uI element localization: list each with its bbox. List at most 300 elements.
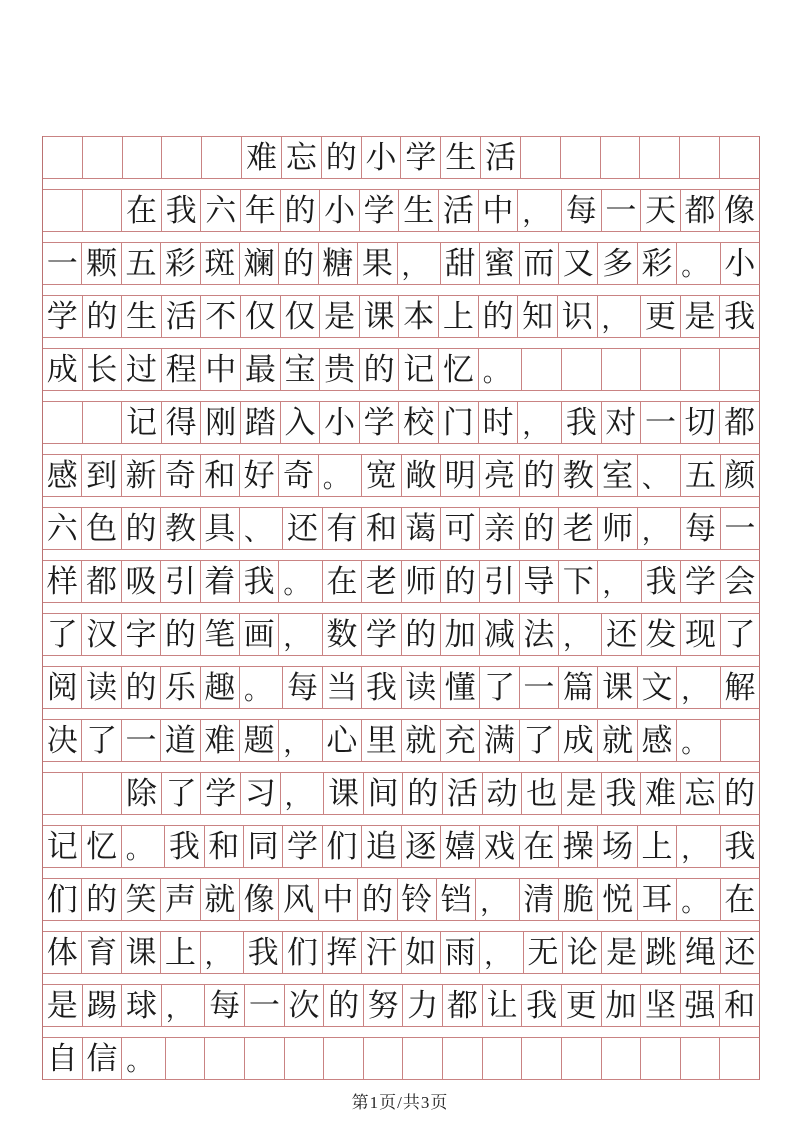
grid-cell: 一 — [520, 666, 559, 709]
grid-row — [42, 560, 760, 603]
grid-cell — [561, 136, 601, 179]
grid-cell: 都 — [720, 401, 760, 444]
grid-cell: 忆 — [82, 825, 121, 868]
grid-row — [42, 136, 760, 179]
grid-cell: 中 — [479, 189, 519, 232]
grid-cell: 的 — [122, 666, 161, 709]
grid-cell: 着 — [201, 560, 240, 603]
grid-cell: 和 — [720, 984, 760, 1027]
grid-cell: 知 — [518, 295, 558, 338]
grid-cell: 课 — [324, 772, 364, 815]
grid-cell: 。 — [122, 1037, 166, 1080]
grid-cell: 们 — [283, 931, 322, 974]
grid-cell: 铃 — [398, 878, 437, 921]
grid-cell — [562, 1037, 602, 1080]
grid-cell: 解 — [721, 666, 760, 709]
row-spacer — [42, 868, 760, 878]
grid-cell: 记 — [122, 401, 162, 444]
grid-cell: 都 — [82, 560, 121, 603]
grid-cell: 乐 — [161, 666, 200, 709]
grid-cell — [43, 189, 83, 232]
grid-cell: 我 — [165, 825, 204, 868]
row-spacer — [42, 709, 760, 719]
grid-cell: 体 — [43, 931, 82, 974]
grid-cell: 无 — [524, 931, 563, 974]
grid-cell: 都 — [443, 984, 483, 1027]
grid-cell: 论 — [563, 931, 602, 974]
grid-cell: 每 — [681, 507, 720, 550]
grid-row — [42, 507, 760, 550]
grid-cell: 彩 — [638, 242, 677, 285]
grid-cell: 次 — [285, 984, 325, 1027]
grid-cell: 课 — [122, 931, 161, 974]
grid-cell — [721, 719, 760, 762]
grid-cell: 数 — [323, 613, 362, 656]
grid-cell: 更 — [641, 295, 681, 338]
grid-cell — [641, 1037, 681, 1080]
grid-cell: 蔼 — [402, 507, 441, 550]
grid-cell: 决 — [43, 719, 82, 762]
grid-cell: 和 — [362, 507, 401, 550]
grid-cell: 六 — [43, 507, 82, 550]
row-spacer — [42, 815, 760, 825]
grid-cell: 可 — [441, 507, 480, 550]
grid-cell: 生 — [441, 136, 481, 179]
grid-cell: 的 — [720, 772, 760, 815]
grid-cell: 还 — [721, 931, 760, 974]
grid-cell: 的 — [358, 878, 397, 921]
grid-cell: 门 — [439, 401, 479, 444]
grid-cell: 每 — [562, 189, 602, 232]
grid-cell: 踏 — [241, 401, 281, 444]
grid-cell: 识 — [558, 295, 598, 338]
grid-cell: 我 — [244, 931, 283, 974]
grid-cell: 六 — [201, 189, 241, 232]
grid-cell: 悦 — [598, 878, 637, 921]
grid-cell: 加 — [602, 984, 642, 1027]
grid-cell: 活 — [481, 136, 521, 179]
grid-cell: 逐 — [402, 825, 441, 868]
grid-cell: 跳 — [642, 931, 681, 974]
grid-cell: 到 — [82, 454, 121, 497]
grid-cell: 新 — [122, 454, 161, 497]
grid-cell: 不 — [201, 295, 241, 338]
grid-cell: 我 — [562, 401, 602, 444]
grid-cell — [324, 1037, 364, 1080]
grid-cell: ， — [677, 666, 720, 709]
grid-cell: 法 — [520, 613, 559, 656]
grid-cell: 了 — [82, 719, 121, 762]
grid-cell — [680, 136, 720, 179]
grid-cell: 成 — [43, 348, 83, 391]
grid-cell: ， — [476, 878, 519, 921]
grid-cell: 切 — [681, 401, 721, 444]
grid-cell — [601, 136, 641, 179]
grid-cell: 的 — [161, 613, 200, 656]
grid-cell: 学 — [201, 772, 241, 815]
grid-cell — [641, 348, 681, 391]
grid-cell: 忆 — [439, 348, 479, 391]
grid-cell: 忘 — [681, 772, 721, 815]
grid-cell — [285, 1037, 325, 1080]
grid-cell: 时 — [479, 401, 519, 444]
grid-cell — [245, 1037, 285, 1080]
grid-cell: 汗 — [362, 931, 401, 974]
grid-row — [42, 348, 760, 391]
grid-row — [42, 666, 760, 709]
grid-cell: 就 — [402, 719, 441, 762]
grid-cell: 间 — [364, 772, 404, 815]
grid-row — [42, 984, 760, 1027]
grid-cell: 刚 — [201, 401, 241, 444]
row-spacer — [42, 1027, 760, 1037]
grid-cell: 年 — [241, 189, 281, 232]
grid-cell: 信 — [83, 1037, 123, 1080]
grid-cell: 课 — [598, 666, 637, 709]
grid-cell: 教 — [559, 454, 598, 497]
grid-cell: 心 — [323, 719, 362, 762]
grid-cell: 育 — [82, 931, 121, 974]
grid-cell: 难 — [242, 136, 282, 179]
grid-cell: 的 — [441, 560, 480, 603]
grid-cell: 。 — [279, 560, 322, 603]
row-spacer — [42, 497, 760, 507]
grid-cell: 更 — [562, 984, 602, 1027]
grid-cell: 我 — [602, 772, 642, 815]
grid-cell: 还 — [602, 613, 641, 656]
grid-cell: 学 — [360, 401, 400, 444]
grid-cell: 得 — [162, 401, 202, 444]
grid-cell: 好 — [240, 454, 279, 497]
grid-cell: 的 — [83, 295, 123, 338]
grid-cell: 学 — [283, 825, 322, 868]
grid-cell: 老 — [362, 560, 401, 603]
grid-cell: 色 — [82, 507, 121, 550]
grid-cell: 是 — [562, 772, 602, 815]
grid-cell: 自 — [43, 1037, 83, 1080]
grid-cell: ， — [279, 719, 322, 762]
grid-cell: 让 — [483, 984, 523, 1027]
grid-cell: 蜜 — [480, 242, 519, 285]
grid-cell: 我 — [642, 560, 681, 603]
grid-cell: 而 — [520, 242, 559, 285]
grid-row — [42, 454, 760, 497]
grid-cell: 是 — [602, 931, 641, 974]
grid-cell: 每 — [205, 984, 245, 1027]
grid-cell — [602, 1037, 642, 1080]
grid-cell: 师 — [402, 560, 441, 603]
grid-cell: 也 — [522, 772, 562, 815]
grid-cell — [166, 1037, 206, 1080]
grid-cell: 生 — [122, 295, 162, 338]
grid-cell — [83, 189, 123, 232]
grid-cell: ， — [480, 931, 523, 974]
grid-cell: 中 — [319, 878, 358, 921]
grid-cell: 天 — [641, 189, 681, 232]
grid-cell: 就 — [201, 878, 240, 921]
grid-cell: 同 — [244, 825, 283, 868]
grid-cell: 敞 — [402, 454, 441, 497]
grid-cell: 彩 — [161, 242, 200, 285]
row-spacer — [42, 232, 760, 242]
grid-cell — [202, 136, 242, 179]
grid-cell: 如 — [402, 931, 441, 974]
grid-cell: 颗 — [82, 242, 121, 285]
page-indicator: 第1页/共3页 — [351, 1093, 449, 1112]
grid-cell: 了 — [162, 772, 202, 815]
grid-cell: ， — [559, 613, 602, 656]
grid-cell: 题 — [240, 719, 279, 762]
row-spacer — [42, 603, 760, 613]
grid-cell: 和 — [205, 825, 244, 868]
grid-cell — [162, 136, 202, 179]
grid-cell: 的 — [402, 613, 441, 656]
grid-cell: 成 — [559, 719, 598, 762]
grid-cell: 在 — [323, 560, 362, 603]
grid-cell: 记 — [43, 825, 82, 868]
grid-cell: 读 — [82, 666, 121, 709]
grid-cell: 小 — [320, 189, 360, 232]
grid-cell — [205, 1037, 245, 1080]
grid-cell: 吸 — [122, 560, 161, 603]
grid-cell: 我 — [162, 189, 202, 232]
grid-cell: 嬉 — [441, 825, 480, 868]
grid-cell: 踢 — [83, 984, 123, 1027]
grid-cell — [483, 1037, 523, 1080]
grid-cell: 像 — [240, 878, 279, 921]
grid-cell: 宽 — [362, 454, 401, 497]
grid-cell: 下 — [559, 560, 598, 603]
grid-cell: ， — [598, 560, 641, 603]
grid-cell: 。 — [677, 242, 720, 285]
grid-cell: ， — [677, 825, 720, 868]
grid-cell: 里 — [362, 719, 401, 762]
grid-cell: 记 — [399, 348, 439, 391]
grid-cell: 发 — [642, 613, 681, 656]
grid-cell: 亲 — [480, 507, 519, 550]
grid-cell: 像 — [720, 189, 760, 232]
grid-cell: 除 — [122, 772, 162, 815]
grid-cell: 、 — [240, 507, 283, 550]
grid-cell: 中 — [201, 348, 241, 391]
grid-cell: 室 — [598, 454, 637, 497]
grid-cell: 一 — [122, 719, 161, 762]
grid-cell: 铛 — [437, 878, 476, 921]
grid-cell: 追 — [362, 825, 401, 868]
grid-cell: 力 — [403, 984, 443, 1027]
grid-cell: 在 — [122, 189, 162, 232]
grid-cell: 满 — [480, 719, 519, 762]
grid-cell: 导 — [520, 560, 559, 603]
grid-cell: 引 — [480, 560, 519, 603]
grid-cell: 我 — [522, 984, 562, 1027]
grid-cell: 、 — [638, 454, 681, 497]
row-spacer — [42, 762, 760, 772]
grid-cell — [522, 348, 562, 391]
grid-cell — [83, 772, 123, 815]
grid-cell: 努 — [364, 984, 404, 1027]
grid-cell: 明 — [441, 454, 480, 497]
grid-cell: 教 — [161, 507, 200, 550]
grid-cell: 。 — [677, 719, 720, 762]
grid-cell: ， — [201, 931, 244, 974]
grid-cell: 绳 — [681, 931, 720, 974]
row-spacer — [42, 921, 760, 931]
grid-cell: 仅 — [241, 295, 281, 338]
grid-cell: 斓 — [240, 242, 279, 285]
grid-cell: 奇 — [161, 454, 200, 497]
grid-cell: 雨 — [441, 931, 480, 974]
grid-cell: 还 — [283, 507, 322, 550]
grid-cell: 的 — [403, 772, 443, 815]
grid-cell: 篇 — [559, 666, 598, 709]
grid-cell: 声 — [161, 878, 200, 921]
grid-cell: 老 — [559, 507, 598, 550]
grid-cell: 道 — [161, 719, 200, 762]
grid-cell: 是 — [320, 295, 360, 338]
grid-cell: 斑 — [201, 242, 240, 285]
grid-cell: 了 — [520, 719, 559, 762]
grid-cell: 字 — [122, 613, 161, 656]
grid-cell: 脆 — [559, 878, 598, 921]
grid-cell: 笔 — [201, 613, 240, 656]
grid-cell — [43, 136, 83, 179]
grid-cell: 小 — [721, 242, 760, 285]
grid-cell: 甜 — [441, 242, 480, 285]
row-spacer — [42, 656, 760, 666]
grid-cell: 最 — [241, 348, 281, 391]
grid-cell — [43, 772, 83, 815]
grid-cell: 一 — [245, 984, 285, 1027]
grid-cell: 入 — [281, 401, 321, 444]
grid-cell: 现 — [681, 613, 720, 656]
grid-cell: 小 — [320, 401, 360, 444]
grid-cell: 的 — [281, 189, 321, 232]
grid-cell: 们 — [43, 878, 82, 921]
grid-cell: 贵 — [320, 348, 360, 391]
row-spacer — [42, 338, 760, 348]
grid-cell: 学 — [360, 189, 400, 232]
grid-cell: 了 — [43, 613, 82, 656]
grid-cell: 一 — [43, 242, 82, 285]
grid-cell: 校 — [399, 401, 439, 444]
grid-cell — [681, 1037, 721, 1080]
grid-cell: ， — [598, 295, 642, 338]
grid-cell — [521, 136, 561, 179]
row-spacer — [42, 391, 760, 401]
grid-cell — [720, 1037, 760, 1080]
grid-cell: 的 — [479, 295, 519, 338]
grid-cell: 。 — [319, 454, 362, 497]
grid-cell: 样 — [43, 560, 82, 603]
grid-cell: 画 — [240, 613, 279, 656]
grid-cell: 读 — [402, 666, 441, 709]
grid-cell: 一 — [641, 401, 681, 444]
grid-cell: ， — [398, 242, 441, 285]
grid-cell — [522, 1037, 562, 1080]
grid-cell: 动 — [483, 772, 523, 815]
grid-cell: 活 — [162, 295, 202, 338]
grid-cell — [83, 401, 123, 444]
grid-cell: 活 — [443, 772, 483, 815]
grid-cell: 风 — [279, 878, 318, 921]
grid-cell: 文 — [638, 666, 677, 709]
grid-cell: 清 — [520, 878, 559, 921]
grid-cell: 上 — [161, 931, 200, 974]
grid-cell: 课 — [360, 295, 400, 338]
grid-cell: 。 — [240, 666, 283, 709]
grid-cell: 颜 — [721, 454, 760, 497]
grid-cell: 减 — [480, 613, 519, 656]
grid-cell: 习 — [241, 772, 281, 815]
row-spacer — [42, 285, 760, 295]
grid-cell: 果 — [358, 242, 397, 285]
grid-cell: 我 — [720, 295, 760, 338]
grid-cell: 有 — [323, 507, 362, 550]
grid-cell: 五 — [681, 454, 720, 497]
grid-cell: 挥 — [323, 931, 362, 974]
grid-row — [42, 878, 760, 921]
grid-cell: 上 — [638, 825, 677, 868]
grid-cell: 的 — [82, 878, 121, 921]
grid-cell: 长 — [83, 348, 123, 391]
grid-row — [42, 242, 760, 285]
grid-cell: 操 — [559, 825, 598, 868]
grid-cell: 学 — [681, 560, 720, 603]
grid-cell: 感 — [638, 719, 677, 762]
grid-cell: ， — [279, 613, 322, 656]
grid-cell: 的 — [520, 507, 559, 550]
grid-cell: 难 — [641, 772, 681, 815]
grid-cell: 程 — [162, 348, 202, 391]
grid-cell: 坚 — [641, 984, 681, 1027]
grid-cell: 学 — [401, 136, 441, 179]
grid-cell: 懂 — [441, 666, 480, 709]
grid-cell: 的 — [279, 242, 318, 285]
grid-cell — [83, 136, 123, 179]
grid-cell: ， — [518, 401, 562, 444]
grid-cell: 具 — [201, 507, 240, 550]
grid-cell: 。 — [479, 348, 523, 391]
grid-cell — [123, 136, 163, 179]
grid-cell — [720, 348, 760, 391]
grid-row — [42, 189, 760, 232]
grid-cell — [443, 1037, 483, 1080]
grid-row — [42, 931, 760, 974]
grid-cell: 都 — [681, 189, 721, 232]
grid-cell: 学 — [43, 295, 83, 338]
grid-cell: 上 — [439, 295, 479, 338]
grid-cell: 过 — [122, 348, 162, 391]
grid-cell: 了 — [480, 666, 519, 709]
grid-row — [42, 613, 760, 656]
grid-cell: 耳 — [638, 878, 677, 921]
grid-row — [42, 401, 760, 444]
grid-cell: 活 — [439, 189, 479, 232]
grid-cell: 。 — [122, 825, 165, 868]
grid-cell: 的 — [520, 454, 559, 497]
grid-cell: 就 — [598, 719, 637, 762]
grid-cell: 趣 — [201, 666, 240, 709]
grid-cell: 我 — [721, 825, 760, 868]
grid-cell: 小 — [362, 136, 402, 179]
grid-cell: 们 — [323, 825, 362, 868]
grid-cell — [720, 136, 760, 179]
grid-cell: 笑 — [122, 878, 161, 921]
grid-cell: 是 — [43, 984, 83, 1027]
grid-cell: 加 — [441, 613, 480, 656]
grid-cell: 和 — [201, 454, 240, 497]
